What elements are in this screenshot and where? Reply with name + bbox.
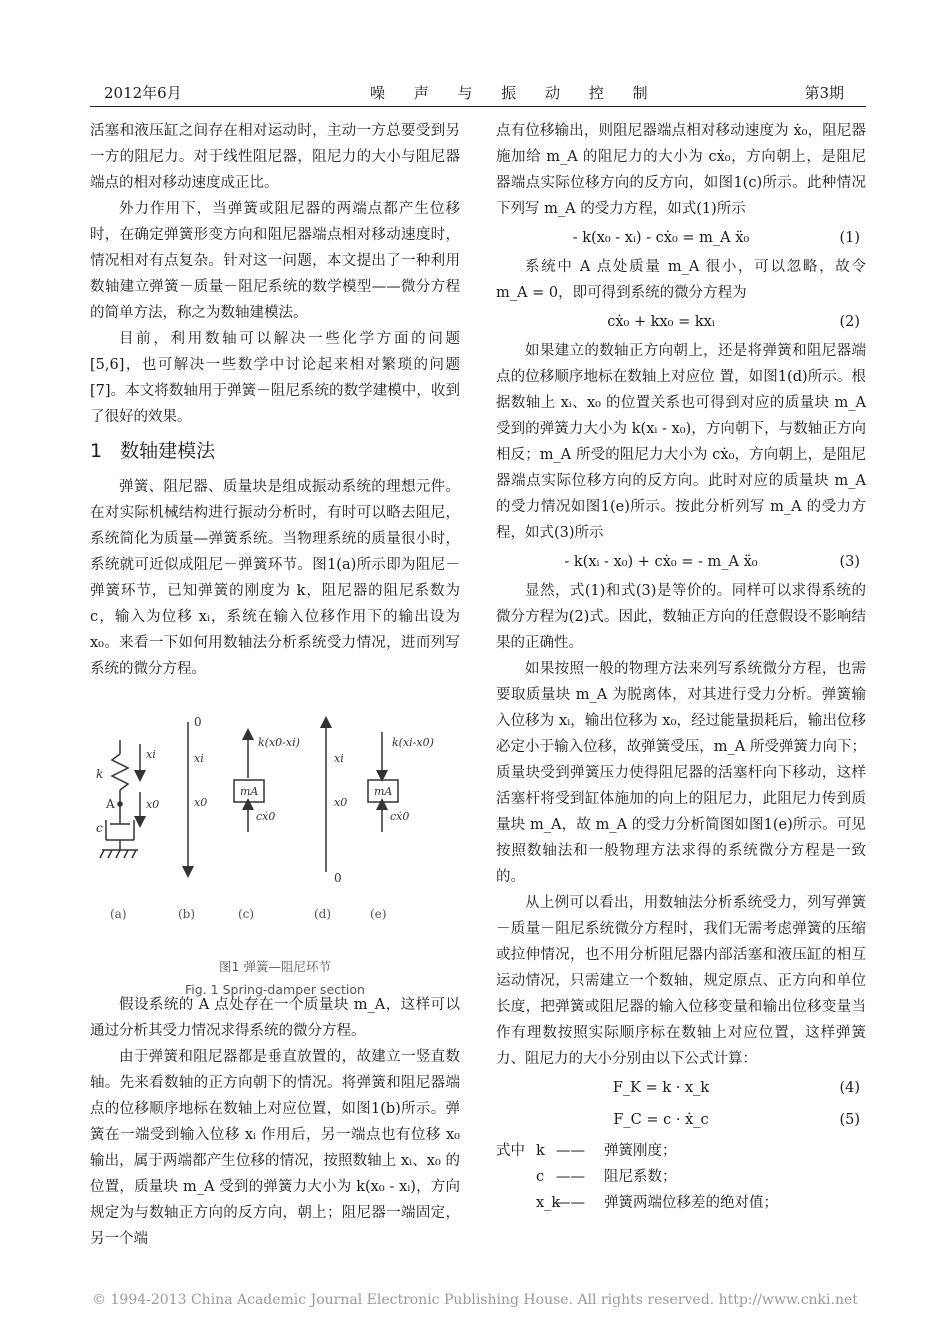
definition-symbol: x_k <box>536 1195 561 1211</box>
paragraph: 系统中 A 点处质量 m_A 很小，可以忽略，故令 m_A = 0，即可得到系统的微分方程为 <box>496 259 866 301</box>
paragraph: 显然，式(1)和式(3)是等价的。同样可以求得系统的微分方程为(2)式。因此，数轴正方向的任意假设不影响结果的正确性。 <box>496 583 866 651</box>
label-k: k <box>96 767 104 781</box>
definition-row <box>496 1138 866 1164</box>
definition-row <box>496 1164 866 1190</box>
equation-number: (1) <box>839 230 860 246</box>
definition-dash: —— <box>556 1169 585 1185</box>
label-x0: x0 <box>194 796 208 809</box>
equation-1 <box>496 222 866 254</box>
label-x0: x0 <box>146 798 160 811</box>
paragraph: 点有位移输出，则阻尼器端点相对移动速度为 ẋ₀，阻尼器施加给 m_A 的阻尼力的大小为 cẋ₀，方向朝上，是阻尼器端点实际位移方向的反方向，如图1(c)所示。此种情况下列写 m_A 的受力方程，如式(1)所示 <box>496 123 866 217</box>
definition-text: 弹簧刚度； <box>604 1143 677 1159</box>
paragraph: 外力作用下，当弹簧或阻尼器的两端点都产生位移时，在确定弹簧形变方向和阻尼器端点相对移动速度时，情况相对有点复杂。针对这一问题，本文提出了一种利用数轴建立弹簧－质量－阻尼系统的数学模型——微分方程的简单方法，称之为数轴建模法。 <box>90 201 460 321</box>
issue-number: 第3期 <box>804 84 844 102</box>
figure-1 <box>90 692 460 997</box>
equation-number: (4) <box>839 1080 860 1096</box>
paragraph: 弹簧、阻尼器、质量块是组成振动系统的理想元件。在对实际机械结构进行振动分析时，有时可以略去阻尼，系统简化为质量—弹簧系统。当物理系统的质量很小时，系统就可近似成阻尼－弹簧环节。图1(a)所示即为阻尼－弹簧环节，已知弹簧的刚度为 k，阻尼器的阻尼系数为 c，输入为位移 xᵢ，系统在输入位移作用下的输出设为 x₀。来看一下如何用数轴法分析系统受力情况，进而列写系统的微分方程。 <box>90 479 460 677</box>
sublabel-e: (e) <box>370 907 387 921</box>
definition-lead: 式中 <box>496 1143 525 1159</box>
label-zero: 0 <box>194 715 202 729</box>
equation-expression: F_C = c · ẋ_c <box>613 1112 709 1128</box>
label-mA: mA <box>374 785 393 798</box>
paragraph: 由于弹簧和阻尼器都是垂直放置的，故建立一竖直数轴。先来看数轴的正方向朝下的情况。将弹簧和阻尼器端点的位移顺序地标在数轴上对应位置，如图1(b)所示。弹簧在一端受到输入位移 xᵢ 作用后，另一端点也有位移 x₀ 输出，属于两端都产生位移的情况，按照数轴上 xᵢ、x₀ 的位置，质量块 m_A 受到的弹簧力大小为 k(x₀ - xᵢ)，方向规定为与数轴正方向的反方向，朝上；阻尼器一端固定，另一个端 <box>90 1049 460 1247</box>
paragraph: 活塞和液压缸之间存在相对运动时，主动一方总要受到另一方的阻尼力。对于线性阻尼器，阻尼力的大小与阻尼器端点的相对移动速度成正比。 <box>90 123 460 191</box>
definition-text: 弹簧两端位移差的绝对值； <box>604 1195 778 1211</box>
paragraph: 从上例可以看出，用数轴法分析系统受力，列写弹簧－质量－阻尼系统微分方程时，我们无需考虑弹簧的压缩或拉伸情况，也不用分析阻尼器内部活塞和液压缸的相互运动情况，只需建立一个数轴，规定原点、正方向和单位长度，把弹簧或阻尼器的输入位移变量和输出位移变量当作有理数按照实际顺序标在数轴上对应位置，这样弹簧力、阻尼力的大小分别由以下公式计算： <box>496 895 866 1067</box>
right-column <box>496 118 866 1216</box>
label-mA: mA <box>240 785 259 798</box>
definition-text: 阻尼系数； <box>604 1169 677 1185</box>
sublabel-b: (b) <box>178 907 196 921</box>
paragraph: 如果建立的数轴正方向朝上，还是将弹簧和阻尼器端点的位移顺序地标在数轴上对应位 置，如图1(d)所示。根据数轴上 xᵢ、x₀ 的位置关系也可得到对应的质量块 m_A 受到的弹簧力大小为 k(xᵢ - x₀)，方向朝下，与数轴正方向相反；m_A 所受的阻尼力大小为 cẋ₀，方向朝上，是阻尼器端点实际位移方向的反方向。此时对应的质量块 m_A 的受力情况如图1(e)所示。按此分析列写 m_A 的受力方程，如式(3)所示 <box>496 343 866 541</box>
sublabel-a: (a) <box>110 907 127 921</box>
label-xi: xi <box>194 752 204 765</box>
paragraph: 假设系统的 A 点处存在一个质量块 m_A，这样可以通过分析其受力情况求得系统的微分方程。 <box>90 997 460 1039</box>
equation-expression: cẋ₀ + kx₀ = kxᵢ <box>607 314 715 330</box>
label-zero: 0 <box>334 871 342 885</box>
label-damping: cẋ0 <box>390 810 410 823</box>
equation-3 <box>496 546 866 578</box>
sublabel-d: (d) <box>314 907 332 921</box>
equation-4 <box>496 1072 866 1104</box>
equation-number: (2) <box>839 314 860 330</box>
equation-expression: - k(x₀ - xᵢ) - cẋ₀ = m_A ẍ₀ <box>572 230 750 246</box>
definition-symbol: k <box>536 1143 545 1159</box>
figure-caption-cn: 图1 弹簧—阻尼环节 <box>219 959 331 974</box>
header-rule <box>90 106 866 107</box>
label-xi: xi <box>334 752 344 765</box>
label-force: k(x0-xi) <box>258 736 300 749</box>
label-A: A <box>106 797 115 811</box>
left-column <box>90 118 460 1252</box>
definition-row <box>496 1190 866 1216</box>
definition-dash: —— <box>556 1195 585 1211</box>
section-title: 数轴建模法 <box>120 440 216 462</box>
copyright-footer: © 1994-2013 China Academic Journal Electronic Publishing House. All rights reserved. http://www.cnki.net <box>92 1292 858 1308</box>
equation-number: (3) <box>839 554 860 570</box>
journal-title: 噪 声 与 振 动 控 制 <box>370 84 660 102</box>
section-heading <box>90 436 460 466</box>
label-force: k(xi-x0) <box>392 736 434 749</box>
label-c: c <box>96 821 103 835</box>
sublabel-c: (c) <box>238 907 255 921</box>
equation-5 <box>496 1104 866 1136</box>
label-damping: cẋ0 <box>256 810 276 823</box>
definition-dash: —— <box>556 1143 585 1159</box>
equation-expression: - k(xᵢ - x₀) + cẋ₀ = - m_A ẍ₀ <box>564 554 758 570</box>
label-x0: x0 <box>334 796 348 809</box>
equation-number: (5) <box>839 1112 860 1128</box>
header-date: 2012年6月 <box>104 84 182 102</box>
definition-symbol: c <box>536 1169 545 1185</box>
paragraph: 如果按照一般的物理方法来列写系统微分方程，也需要取质量块 m_A 为脱离体，对其进行受力分析。弹簧输入位移为 xᵢ，输出位移为 x₀，经过能量损耗后，输出位移必定小于输入位移，故弹簧受压，m_A 所受弹簧力向下；质量块受到弹簧压力使得阻尼器的活塞杆向下移动，这样活塞杆将受到缸体施加的向上的阻尼力，此阻尼力传到质量块 m_A，故 m_A 的受力分析简图如图1(e)所示。可见按照数轴法和一般物理方法求得的系统微分方程是一致的。 <box>496 661 866 885</box>
spring-damper-diagram <box>90 692 460 952</box>
symbol-definitions <box>496 1138 866 1216</box>
figure-caption-en: Fig. 1 Spring-damper section <box>185 982 365 997</box>
paragraph: 目前，利用数轴可以解决一些化学方面的问题 [5,6]，也可解决一些数学中讨论起来相对繁琐的问题 [7]。本文将数轴用于弹簧－阻尼系统的数学建模中，收到了很好的效果。 <box>90 331 460 425</box>
section-number: 1 <box>90 440 103 462</box>
equation-2 <box>496 306 866 338</box>
equation-expression: F_K = k · x_k <box>612 1080 710 1096</box>
label-xi: xi <box>146 748 156 761</box>
